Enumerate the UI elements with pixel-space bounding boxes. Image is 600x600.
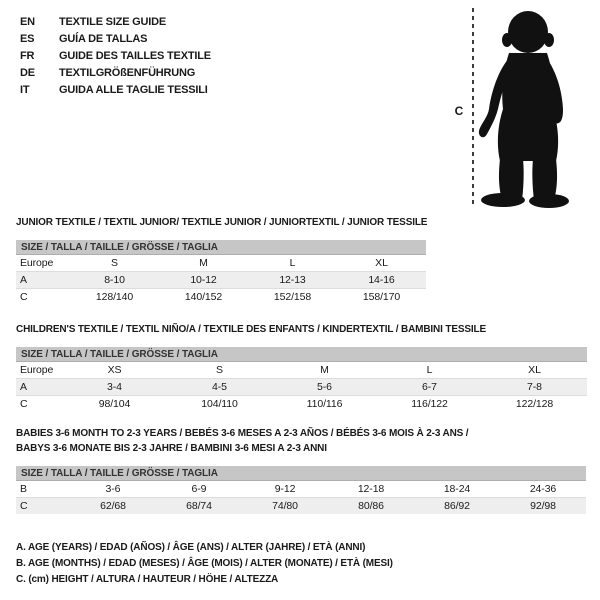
language-label: GUÍA DE TALLAS (59, 33, 148, 45)
footnotes (16, 540, 393, 588)
table-cell: 10-12 (159, 272, 248, 289)
table-cell: M (199, 257, 208, 269)
table-cell: 6-7 (377, 379, 482, 396)
table-cell: 158/170 (337, 289, 426, 306)
table-cell: 6-9 (191, 483, 207, 495)
language-code: EN (20, 16, 35, 28)
row-label: C (16, 498, 70, 515)
table-cell: 122/128 (482, 396, 587, 413)
table-cell: 110/116 (272, 396, 377, 413)
table-cell: S (111, 257, 118, 269)
footnote-b: B. AGE (MONTHS) / EDAD (MESES) / ÂGE (MOIS) / ALTER (MONATE) / ETÀ (MESI) (16, 558, 393, 569)
table-cell: 12-13 (248, 272, 337, 289)
table-row (16, 272, 426, 289)
row-label: Europe (20, 257, 54, 269)
section-junior (16, 215, 427, 305)
table-cell: XS (107, 364, 122, 376)
table-cell: 152/158 (248, 289, 337, 306)
section-title-children: CHILDREN'S TEXTILE / TEXTIL NIÑO/A / TEXTILE DES ENFANTS / KINDERTEXTIL / BAMBINI TESSILE (16, 324, 486, 335)
table-cell: 4-5 (167, 379, 272, 396)
table-row (16, 481, 586, 498)
language-code: FR (20, 50, 35, 62)
table-cell: 3-6 (105, 483, 121, 495)
table-row (16, 396, 587, 413)
footnote-a: A. AGE (YEARS) / EDAD (AÑOS) / ÂGE (ANS) / ALTER (JAHRE) / ETÀ (ANNI) (16, 542, 366, 553)
table-cell: 104/110 (167, 396, 272, 413)
table-cell: 98/104 (62, 396, 167, 413)
row-label: C (16, 289, 70, 306)
section-title-babies: BABIES 3-6 MONTH TO 2-3 YEARS / BEBÉS 3-6 MESES A 2-3 AÑOS / BÉBÉS 3-6 MOIS À 2-3 ANS / BABYS 3-6 MONATE BIS 2-3 JAHRE / BAMBINI 3-6 MESI A 2-3 ANNI (16, 428, 469, 454)
section-children (16, 322, 587, 412)
footnote-c: C. (cm) HEIGHT / ALTURA / HAUTEUR / HÖHE / ALTEZZA (16, 574, 279, 585)
table-cell: 62/68 (70, 498, 156, 515)
baby-silhouette-icon (476, 9, 576, 209)
language-row-es (20, 31, 211, 48)
language-code: IT (20, 84, 30, 96)
section-title-junior: JUNIOR TEXTILE / TEXTIL JUNIOR/ TEXTILE JUNIOR / JUNIORTEXTIL / JUNIOR TESSILE (16, 217, 428, 228)
language-label: TEXTILE SIZE GUIDE (59, 16, 167, 28)
language-code: ES (20, 33, 35, 45)
table-row (16, 255, 426, 272)
language-label: TEXTILGRÖßENFÜHRUNG (59, 67, 196, 79)
table-cell: XL (375, 257, 388, 269)
height-measure-label: C (454, 104, 464, 118)
language-label: GUIDA ALLE TAGLIE TESSILI (59, 84, 208, 96)
table-cell: 3-4 (62, 379, 167, 396)
table-cell: S (216, 364, 223, 376)
table-cell: L (426, 364, 433, 376)
table-cell: 12-18 (357, 483, 385, 495)
table-cell: 74/80 (242, 498, 328, 515)
size-table-header: SIZE / TALLA / TAILLE / GRÖSSE / TAGLIA (16, 240, 426, 255)
row-label: Europe (20, 364, 54, 376)
height-measure-line (472, 8, 474, 208)
table-cell: 7-8 (482, 379, 587, 396)
table-cell: 80/86 (328, 498, 414, 515)
table-cell: XL (528, 364, 541, 376)
size-table-babies (16, 481, 586, 514)
size-table-header: SIZE / TALLA / TAILLE / GRÖSSE / TAGLIA (16, 347, 587, 362)
table-cell: 128/140 (70, 289, 159, 306)
table-cell: 116/122 (377, 396, 482, 413)
table-cell: 92/98 (500, 498, 586, 515)
table-cell: 9-12 (274, 483, 296, 495)
table-cell: 24-36 (529, 483, 557, 495)
table-row (16, 289, 426, 306)
language-list (20, 14, 211, 99)
table-row (16, 362, 587, 379)
table-cell: 8-10 (70, 272, 159, 289)
language-row-fr (20, 48, 211, 65)
size-table-header: SIZE / TALLA / TAILLE / GRÖSSE / TAGLIA (16, 466, 586, 481)
row-label: C (16, 396, 62, 413)
size-table-children (16, 362, 587, 412)
row-label: B (20, 483, 27, 495)
row-label: A (16, 272, 70, 289)
language-row-it (20, 82, 211, 99)
table-cell: L (289, 257, 296, 269)
size-table-junior (16, 255, 426, 305)
table-row (16, 498, 586, 515)
language-label: GUIDE DES TAILLES TEXTILE (59, 50, 211, 62)
table-row (16, 379, 587, 396)
row-label: A (16, 379, 62, 396)
section-babies (16, 426, 586, 514)
table-cell: M (320, 364, 329, 376)
language-code: DE (20, 67, 35, 79)
table-cell: 5-6 (272, 379, 377, 396)
table-cell: 140/152 (159, 289, 248, 306)
table-cell: 18-24 (443, 483, 471, 495)
table-cell: 86/92 (414, 498, 500, 515)
table-cell: 14-16 (337, 272, 426, 289)
language-row-de (20, 65, 211, 82)
table-cell: 68/74 (156, 498, 242, 515)
language-row-en (20, 14, 211, 31)
